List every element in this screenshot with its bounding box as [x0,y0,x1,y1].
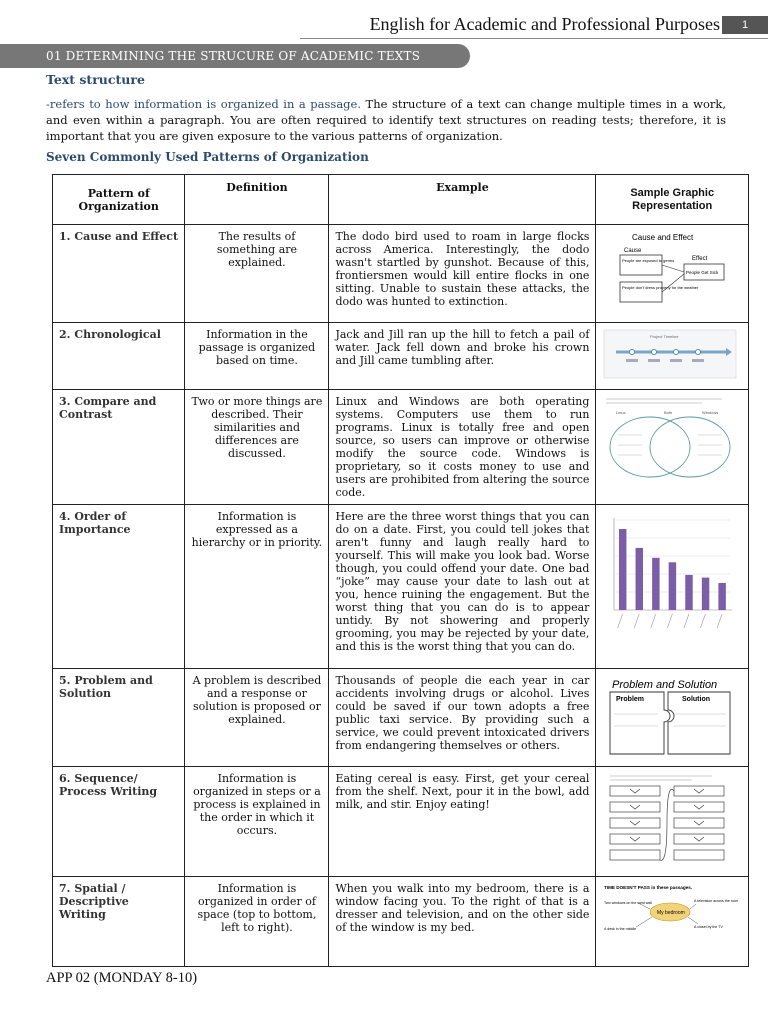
table-row [53,505,749,669]
bar-chart-graphic [602,510,738,660]
ce-cause: Cause [624,248,642,254]
pattern-cell: 7. Spatial / Descriptive Writing [53,877,185,967]
spatial-right: A television across the room [694,899,739,903]
header-definition: Definition [185,175,329,225]
definition-cell: Two or more things are described. Their similarities and differences are discussed. [185,390,329,505]
intro-body: The structure of a text can change multiple times in a work, and even within a paragraph. You are often required to identify text structures on reading tests; therefore, it is important that you are given exposure to the various patterns of organization. [46,97,726,143]
graphic-cell [596,225,749,323]
pattern-cell: 2. Chronological [53,323,185,390]
bar [669,562,676,610]
sequence-graphic [602,772,738,868]
ce-effect: Effect [692,256,708,262]
spatial-center: My bedroom [657,910,686,916]
patterns-table [52,174,749,967]
cause-effect-graphic [602,230,738,314]
definition-cell: Information is expressed as a hierarchy or in priority. [185,505,329,669]
header-pattern: Pattern of Organization [53,175,185,225]
table-row [53,390,749,505]
example-cell: Eating cereal is easy. First, get your cereal from the shelf. Next, pour it in the bowl, add milk, and stir. Enjoy eating! [329,767,596,877]
graphic-cell [596,767,749,877]
text-structure-heading: Text structure [46,72,145,87]
pattern-cell: 5. Problem and Solution [53,669,185,767]
bar-tick-label [717,614,722,628]
graphic-cell [596,669,749,767]
definition-cell: Information is organized in steps or a process is explained in the order in which it occurs. [185,767,329,877]
spatial-graphic [602,882,738,946]
ce-title: Cause and Effect [632,233,694,242]
header-divider [300,38,768,39]
bar-tick-label [701,614,706,628]
bar [702,578,709,610]
table-row [53,767,749,877]
bar [653,558,660,610]
example-cell: Here are the three worst things that you can do on a date. First, you could tell jokes that aren't funny and laugh really hard to yourself. This will make you look bad. Worse though, you could offend your date. One bad “joke” may cause your date to lash out at you, hence ruining the engagement. But the worst thing that you can do is to appear untidy. By not showering and properly grooming, you may be rejected by your date, and this is the worst thing that you can do. [329,505,596,669]
bar [619,529,626,610]
timeline-graphic [602,328,738,380]
graphic-cell [596,877,749,967]
bar [636,548,643,610]
venn-right: Windows [702,410,719,415]
ps-problem: Problem [616,696,645,703]
spatial-left: Two windows on the west wall [604,901,653,905]
footer-course-code: APP 02 (MONDAY 8-10) [46,970,198,986]
intro-paragraph [46,96,726,144]
venn-left: Linux [616,410,626,415]
table-row [53,669,749,767]
header-graphic: Sample Graphic Representation [596,175,749,225]
page-number: 1 [722,16,768,34]
venn-graphic [602,395,738,491]
pattern-cell: 4. Order of Importance [53,505,185,669]
timeline-title: Project Timeline [650,334,679,339]
pattern-cell: 3. Compare and Contrast [53,390,185,505]
definition-cell: A problem is described and a response or solution is proposed or explained. [185,669,329,767]
bar [719,583,726,610]
bar-tick-label [618,614,623,628]
example-cell: Linux and Windows are both operating systems. Computers use them to run programs. Linux is totally free and open source, so users can improve or otherwise modify the source code. Windows is proprietary, so it costs money to use and users are prohibited from altering the source code. [329,390,596,505]
header-example: Example [329,175,596,225]
bar [686,575,693,610]
venn-middle: Both [664,410,673,415]
definition-cell: Information is organized in order of space (top to bottom, left to right). [185,877,329,967]
intro-lead: -refers to how information is organized in a passage. [46,97,362,111]
spatial-title: TIME DOESN'T PASS in these passages. [604,885,693,890]
graphic-cell [596,323,749,390]
definition-cell: The results of something are explained. [185,225,329,323]
patterns-heading: Seven Commonly Used Patterns of Organization [46,150,369,164]
pattern-cell: 1. Cause and Effect [53,225,185,323]
bar-tick-label [635,614,640,628]
bar-tick-label [684,614,689,628]
ps-title: Problem and Solution [612,679,718,691]
ce-box3: People Get Sick [686,270,719,275]
ce-box2: People don't dress properly for the weather [622,285,699,290]
example-cell: Thousands of people die each year in car accidents involving drugs or alcohol. Lives could be saved if our town adopts a free public taxi service. By providing such a service, we could prevent intoxicated drivers from endangering themselves or others. [329,669,596,767]
spatial-bottom-left: A desk in the middle [604,927,637,931]
ps-solution: Solution [682,696,711,703]
bar-tick-label [668,614,673,628]
definition-cell: Information in the passage is organized based on time. [185,323,329,390]
example-cell: When you walk into my bedroom, there is a window facing you. To the right of that is a dresser and television, and on the other side of the window is my bed. [329,877,596,967]
example-cell: The dodo bird used to roam in large flocks across America. Interestingly, the dodo wasn't startled by gunshot. Because of this, frontiersmen would kill entire flocks in one sitting. Unable to sustain these attacks, the dodo was hunted to extinction. [329,225,596,323]
section-banner: 01 DETERMINING THE STRUCURE OF ACADEMIC TEXTS [0,44,470,68]
table-row [53,225,749,323]
pattern-cell: 6. Sequence/ Process Writing [53,767,185,877]
problem-solution-graphic [602,674,738,758]
table-row [53,877,749,967]
spatial-bottom-right: A closet by the TV [694,925,724,929]
table-row [53,323,749,390]
bar-tick-label [651,614,656,628]
example-cell: Jack and Jill ran up the hill to fetch a pail of water. Jack fell down and broke his crown and Jill came tumbling after. [329,323,596,390]
document-title: English for Academic and Professional Purposes [369,14,720,34]
graphic-cell [596,390,749,505]
graphic-cell [596,505,749,669]
ce-box1: People are exposed to germs [622,258,675,263]
